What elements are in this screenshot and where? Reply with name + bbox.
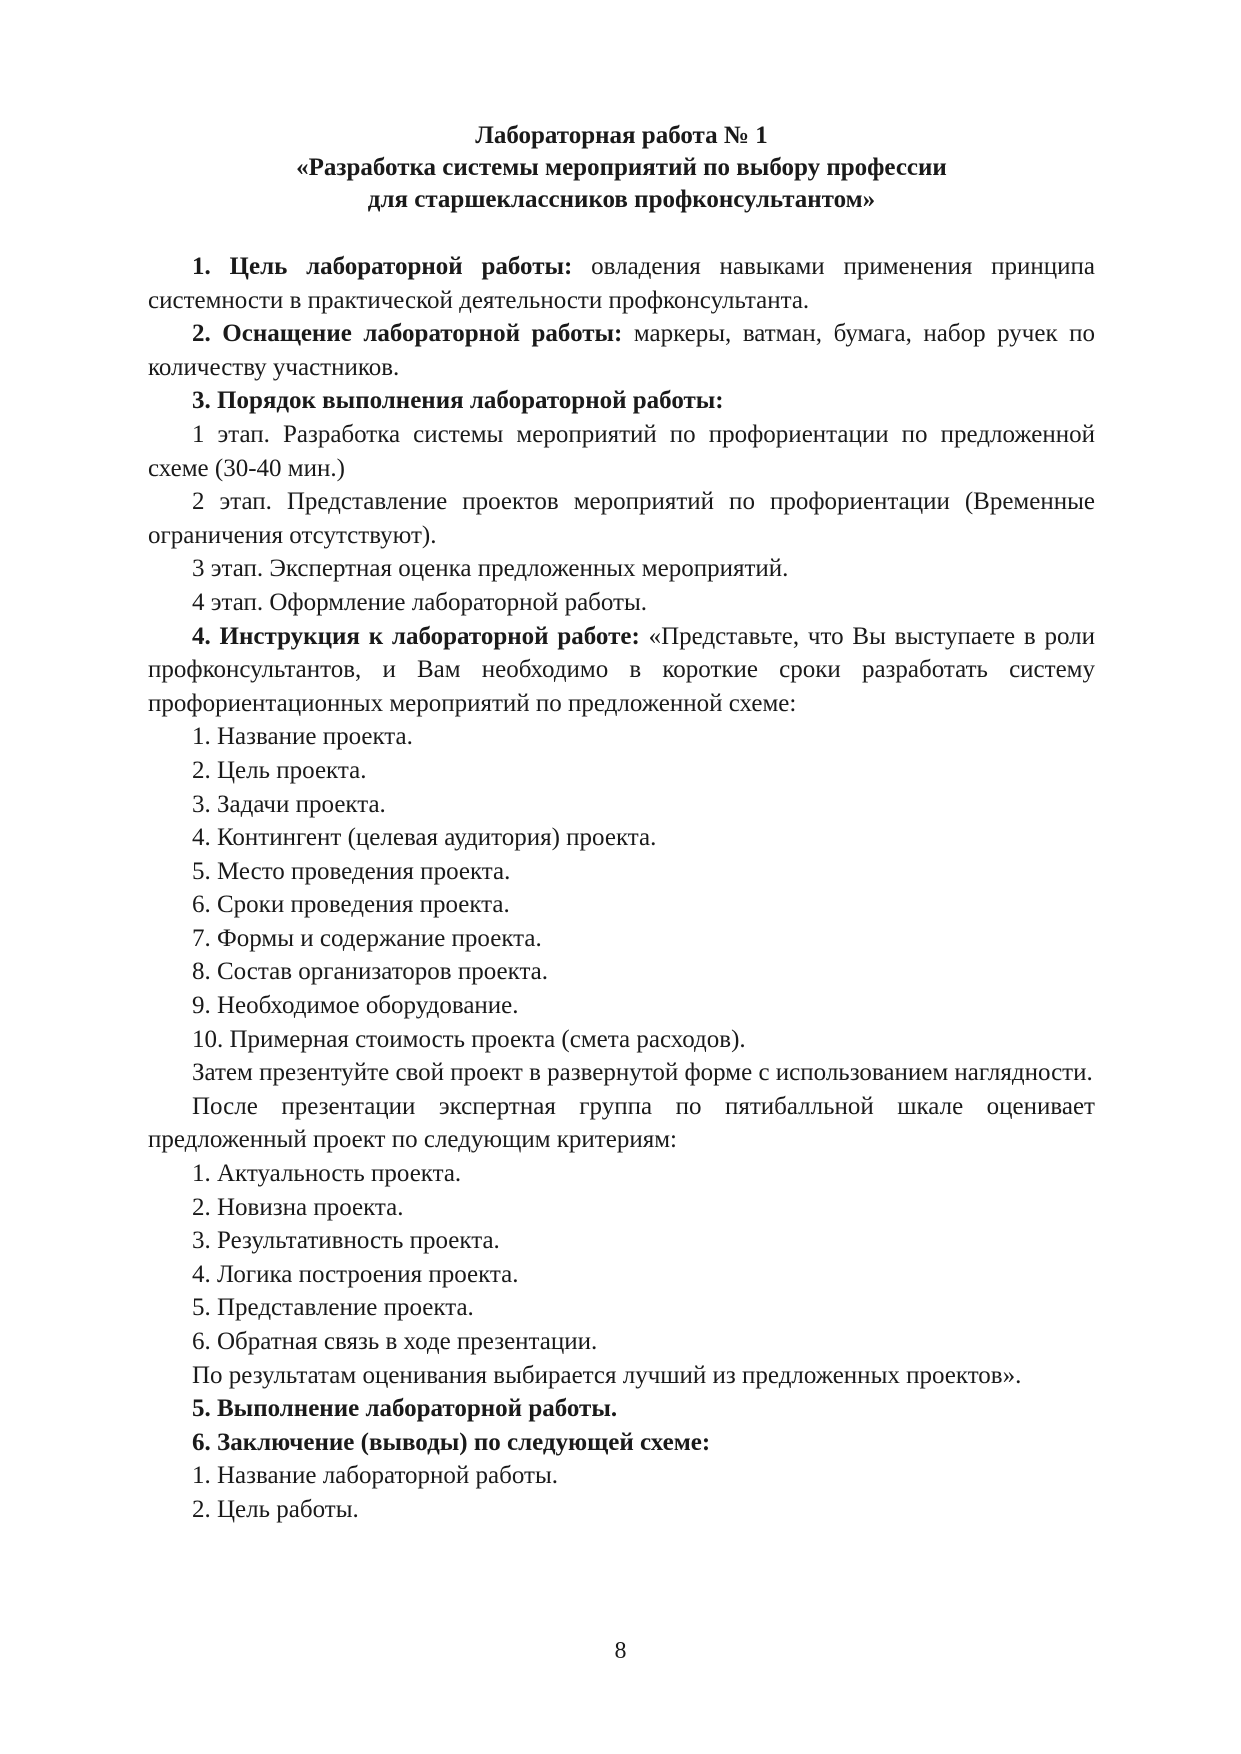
section-2-heading: 2. Оснащение лабораторной работы: bbox=[192, 320, 623, 348]
conclusion-item: 2. Цель работы. bbox=[192, 1495, 359, 1523]
criteria-item: 3. Результативность проекта. bbox=[192, 1227, 500, 1255]
section-1-text: овладения навыками применения принципа системности в практической деятельности профконсультанта. bbox=[148, 253, 1095, 314]
section-6-paragraph bbox=[148, 1426, 1095, 1460]
section-5-paragraph bbox=[148, 1392, 1095, 1426]
criteria-item: 1. Актуальность проекта. bbox=[192, 1160, 462, 1188]
scheme-item: 1. Название проекта. bbox=[192, 723, 413, 751]
criteria-item: 2. Новизна проекта. bbox=[192, 1193, 404, 1221]
criteria-item: 4. Логика построения проекта. bbox=[192, 1260, 519, 1288]
conclusion-item: 1. Название лабораторной работы. bbox=[192, 1462, 559, 1490]
section-2-paragraph bbox=[148, 317, 1095, 384]
stage-4: 4 этап. Оформление лабораторной работы. bbox=[192, 588, 648, 616]
section-2-text: маркеры, ватман, бумага, набор ручек по количеству участников. bbox=[148, 320, 1095, 381]
present-paragraph: Затем презентуйте свой проект в развернутой форме с использованием наглядности. bbox=[192, 1059, 1093, 1087]
document-body bbox=[148, 250, 1095, 1527]
scheme-item: 4. Контингент (целевая аудитория) проекта. bbox=[192, 824, 657, 852]
result-paragraph: По результатам оценивания выбирается лучший из предложенных проектов». bbox=[192, 1361, 1022, 1389]
document-title bbox=[148, 120, 1095, 216]
stage-3: 3 этап. Экспертная оценка предложенных мероприятий. bbox=[192, 555, 789, 583]
criteria-item: 5. Представление проекта. bbox=[192, 1294, 474, 1322]
page-number: 8 bbox=[614, 1638, 627, 1664]
document-page bbox=[148, 120, 1095, 1527]
section-5-heading: 5. Выполнение лабораторной работы. bbox=[192, 1395, 618, 1423]
stage-2: 2 этап. Представление проектов мероприятий по профориентации (Временные ограничения отсутствуют). bbox=[148, 488, 1095, 549]
section-4-paragraph bbox=[148, 620, 1095, 721]
after-presentation-paragraph: После презентации экспертная группа по пятибалльной шкале оценивает предложенный проект по следующим критериям: bbox=[148, 1092, 1095, 1154]
criteria-item: 6. Обратная связь в ходе презентации. bbox=[192, 1328, 598, 1355]
stage-1: 1 этап. Разработка системы мероприятий по профориентации по предложенной схеме (30-40 мин.) bbox=[148, 420, 1095, 482]
scheme-item: 10. Примерная стоимость проекта (смета расходов). bbox=[192, 1025, 746, 1053]
scheme-item: 6. Сроки проведения проекта. bbox=[192, 891, 510, 919]
section-1-paragraph bbox=[148, 250, 1095, 317]
scheme-item: 7. Формы и содержание проекта. bbox=[192, 924, 542, 952]
section-6-heading: 6. Заключение (выводы) по следующей схеме: bbox=[192, 1428, 711, 1456]
title-line-3: для старшеклассников профконсультантом» bbox=[367, 186, 876, 213]
scheme-item: 8. Состав организаторов проекта. bbox=[192, 958, 549, 986]
section-4-intro: «Представьте, что Вы выступаете в роли профконсультантов, и Вам необходимо в короткие сроки разработать систему профориентационных мероприятий по предложенной схеме: bbox=[148, 622, 1096, 717]
title-line-2: «Разработка системы мероприятий по выбору профессии bbox=[296, 154, 947, 181]
section-3-paragraph bbox=[148, 384, 1095, 418]
section-3-heading: 3. Порядок выполнения лабораторной работы: bbox=[192, 387, 724, 415]
section-4-heading: 4. Инструкция к лабораторной работе: bbox=[192, 622, 640, 650]
section-1-heading: 1. Цель лабораторной работы: bbox=[192, 253, 573, 280]
scheme-item: 5. Место проведения проекта. bbox=[192, 857, 511, 885]
scheme-item: 3. Задачи проекта. bbox=[192, 790, 386, 818]
title-line-1: Лабораторная работа № 1 bbox=[475, 122, 768, 149]
scheme-item: 9. Необходимое оборудование. bbox=[192, 992, 519, 1020]
scheme-item: 2. Цель проекта. bbox=[192, 756, 367, 784]
